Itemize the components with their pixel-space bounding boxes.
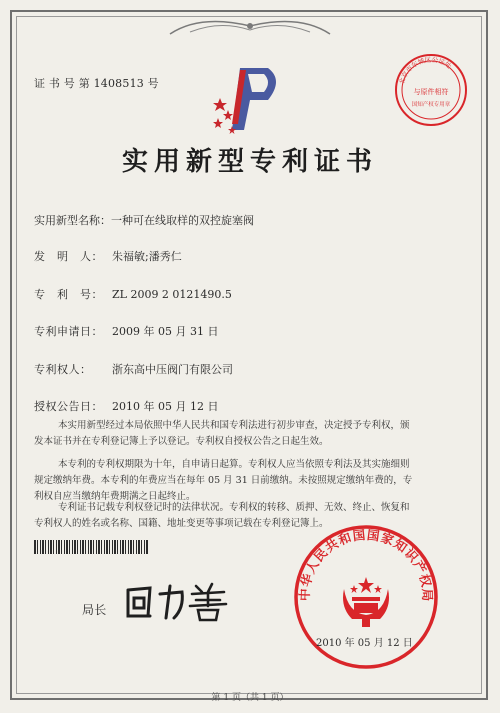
paragraph-line: 本实用新型经过本局依照中华人民共和国专利法进行初步审查，决定授予专利权，颁 xyxy=(58,420,410,431)
paragraph-line: 专利证书记载专利权登记时的法律状况。专利权的转移、质押、无效、终止、恢复和 xyxy=(58,502,410,513)
barcode-icon xyxy=(34,540,149,554)
page-footer: 第 1 页（共 1 页） xyxy=(211,693,289,703)
field-patent-number xyxy=(34,286,232,302)
field-grant-date xyxy=(34,398,218,414)
notary-stamp-icon xyxy=(393,52,469,128)
paragraph-line: 利权自应当缴纳年费期满之日起终止。 xyxy=(34,491,196,502)
field-label: 实用新型名称： xyxy=(34,214,111,227)
paragraph-line: 规定缴纳年费。本专利的年费应当在每年 05 月 31 日前缴纳。未按照规定缴纳年费的，专 xyxy=(34,475,413,486)
field-label: 专利申请日： xyxy=(34,325,103,338)
signature-icon xyxy=(120,578,240,623)
paragraph-line: 专利权人的姓名或名称、国籍、地址变更等事项记载在专利登记簿上。 xyxy=(34,518,329,529)
ornament-icon xyxy=(160,14,340,38)
notary-center-text: 与原件相符 xyxy=(413,88,449,96)
field-inventor xyxy=(34,248,182,264)
seal-date: 2010 年 05 月 12 日 xyxy=(316,638,413,649)
field-label: 授权公告日： xyxy=(34,400,103,413)
field-value: 朱福敏;潘秀仁 xyxy=(112,250,182,263)
field-name xyxy=(34,212,254,228)
seal-ring-text: 中华人民共和国国家知识产权局 xyxy=(296,527,436,603)
svg-text:中华人民共和国国家知识产权局 xyxy=(297,527,435,602)
field-value: ZL 2009 2 0121490.5 xyxy=(112,288,232,301)
field-label: 专利权人： xyxy=(34,363,92,376)
certificate-number: 证 书 号 第 1408513 号 xyxy=(34,77,159,90)
field-label: 专 利 号： xyxy=(34,288,103,301)
paragraph-line: 发本证书并在专利登记簿上予以登记。专利权自授权公告之日起生效。 xyxy=(34,436,329,447)
field-value: 浙东高中压阀门有限公司 xyxy=(112,363,233,376)
sipo-logo-icon xyxy=(210,60,285,135)
certificate-title: 实用新型专利证书 xyxy=(121,147,378,177)
field-value: 2010 年 05 月 12 日 xyxy=(112,400,219,413)
notary-ring-text: 北京市东城区公证处 xyxy=(397,55,453,86)
paragraph-line: 本专利的专利权期限为十年，自申请日起算。专利权人应当依照专利法及其实施细则 xyxy=(58,459,410,470)
field-label: 发 明 人： xyxy=(34,250,103,263)
field-value: 2009 年 05 月 31 日 xyxy=(112,325,219,338)
notary-bottom-text: 国知产权专用章 xyxy=(411,102,451,108)
director-label: 局长 xyxy=(82,603,107,617)
svg-text:北京市东城区公证处 xyxy=(397,56,454,86)
field-value: 一种可在线取样的双控旋塞阀 xyxy=(111,214,254,227)
field-application-date xyxy=(34,323,218,339)
field-patentee xyxy=(34,361,233,377)
